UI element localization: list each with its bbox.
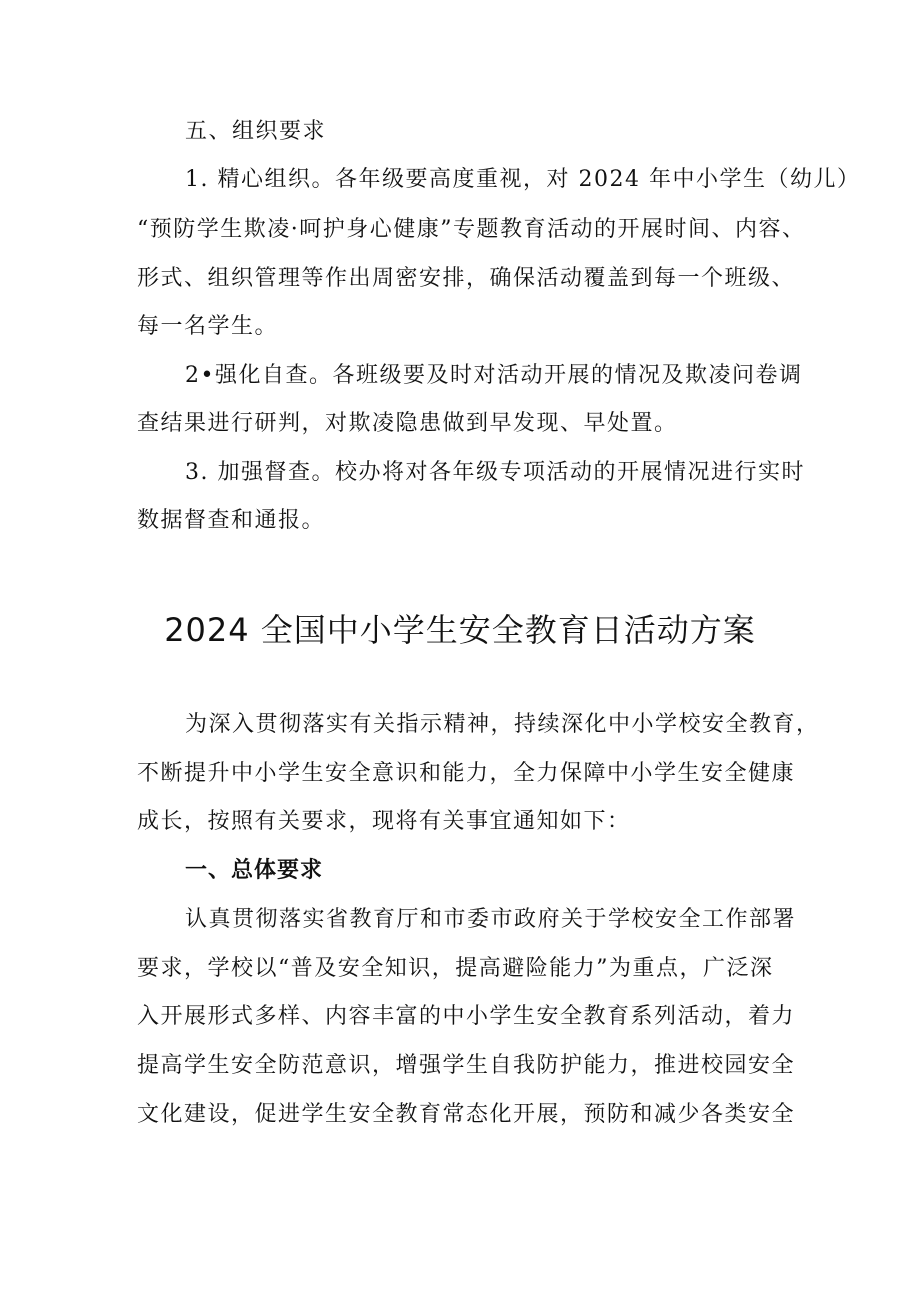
item1-line4: 每一名学生。 [137, 314, 279, 339]
section-one-line2: 要求，学校以“普及安全知识，提高避险能力”为重点，广泛深 [137, 956, 774, 981]
section-five-heading: 五、组织要求 [185, 119, 327, 144]
item2-line1: 2•强化自查。各班级要及时对活动开展的情况及欺凌问卷调 [185, 363, 803, 388]
section-one-line1: 认真贯彻落实省教育厅和市委市政府关于学校安全工作部署 [185, 907, 797, 932]
intro-line2: 不断提升中小学生安全意识和能力，全力保障中小学生安全健康 [137, 761, 796, 786]
item1-line1: 1. 精心组织。各年级要高度重视，对 2024 年中小学生（幼儿） [185, 167, 861, 192]
section-one-heading: 一、总体要求 [185, 858, 324, 883]
section-one-line3: 入开展形式多样、内容丰富的中小学生安全教育系列活动，着力 [137, 1004, 796, 1029]
item3-line1: 3. 加强督查。校办将对各年级专项活动的开展情况进行实时 [185, 460, 805, 485]
item3-line2: 数据督查和通报。 [137, 508, 326, 533]
intro-line1: 为深入贯彻落实有关指示精神，持续深化中小学校安全教育， [185, 712, 820, 737]
document-title: 2024 全国中小学生安全教育日活动方案 [164, 611, 756, 649]
section-one-line4: 提高学生安全防范意识，增强学生自我防护能力，推进校园安全 [137, 1053, 796, 1078]
item1-line3: 形式、组织管理等作出周密安排，确保活动覆盖到每一个班级、 [137, 266, 796, 291]
item1-line2: “预防学生欺凌·呵护身心健康”专题教育活动的开展时间、内容、 [137, 217, 806, 242]
intro-line3: 成长，按照有关要求，现将有关事宜通知如下： [137, 809, 631, 834]
item2-line2: 查结果进行研判，对欺凌隐患做到早发现、早处置。 [137, 411, 678, 436]
section-one-line5: 文化建设，促进学生安全教育常态化开展，预防和减少各类安全 [137, 1102, 796, 1127]
